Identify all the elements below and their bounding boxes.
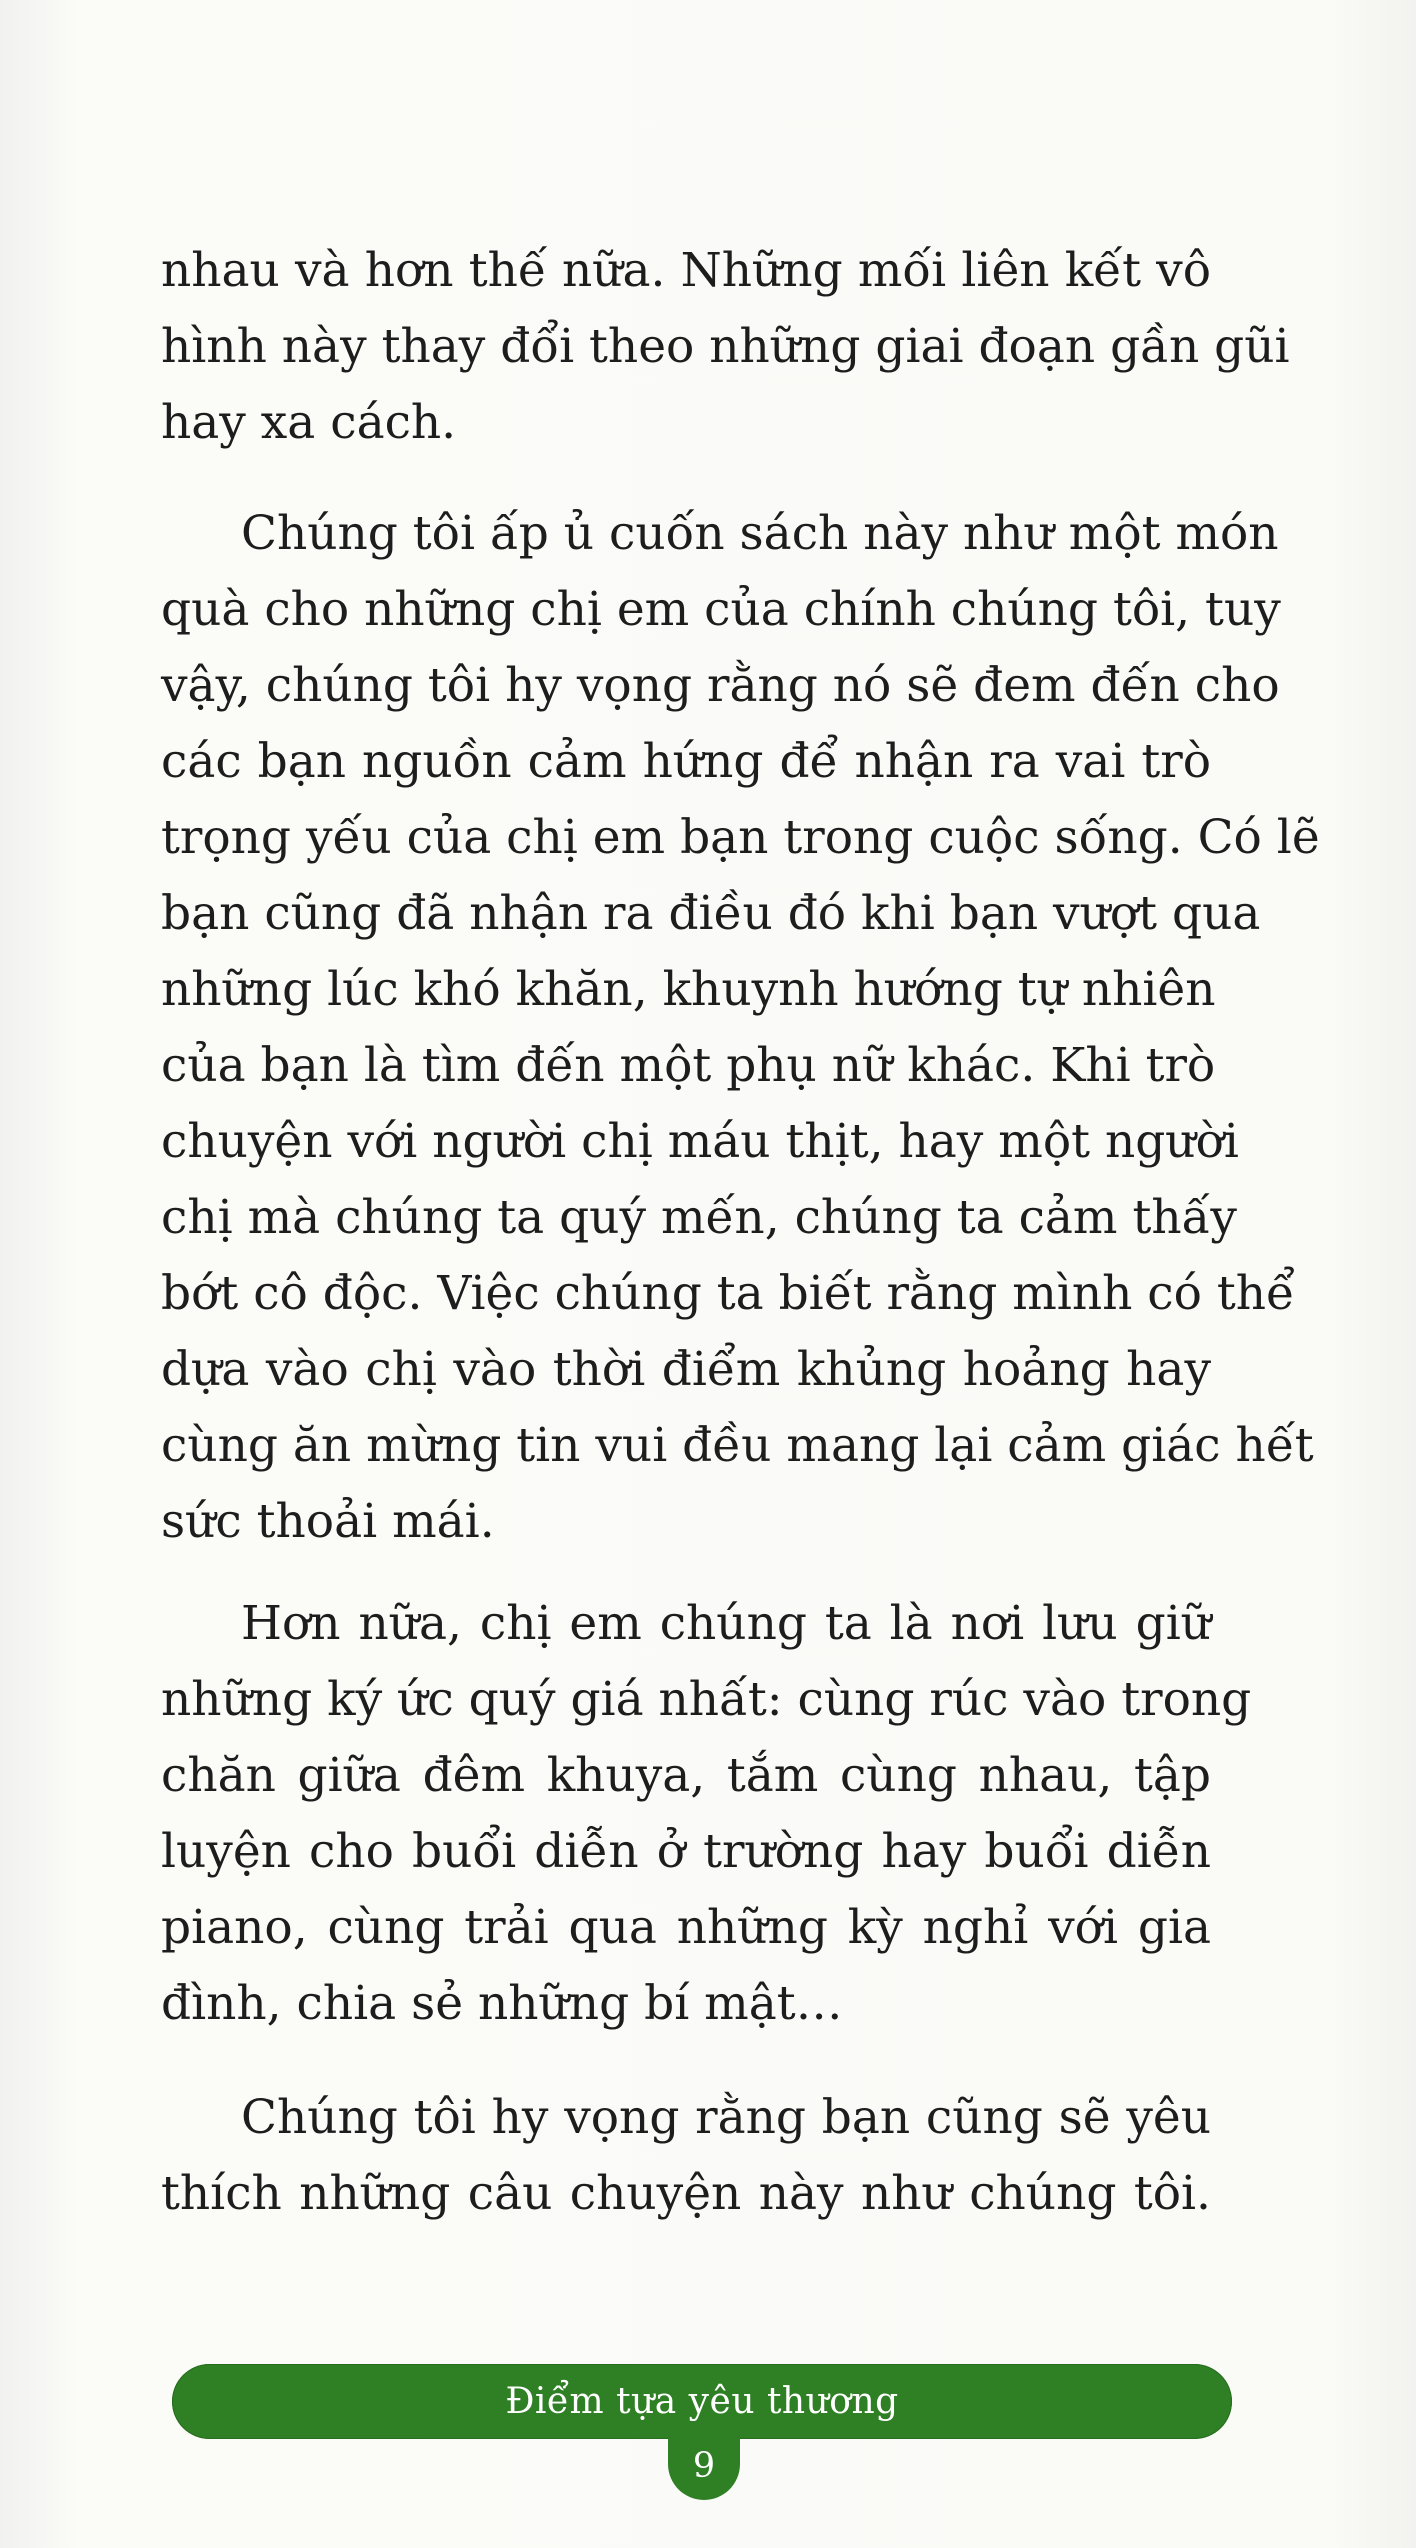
text-line: chuyện với người chị máu thịt, hay một người (161, 1114, 1239, 1169)
text-line: thích những câu chuyện này như chúng tôi. (161, 2166, 1211, 2221)
text-line: Chúng tôi ấp ủ cuốn sách này như một món (241, 506, 1279, 561)
paragraph-1 (161, 233, 1290, 461)
text-line: bạn cũng đã nhận ra điều đó khi bạn vượt qua (161, 886, 1261, 941)
text-line: Chúng tôi hy vọng rằng bạn cũng sẽ yêu (241, 2090, 1211, 2145)
text-line: các bạn nguồn cảm hứng để nhận ra vai trò (161, 734, 1211, 789)
text-line: sức thoải mái. (161, 1494, 495, 1549)
page-number-tab (668, 2432, 740, 2500)
text-line: hình này thay đổi theo những giai đoạn gần gũi (161, 319, 1290, 374)
text-line: chăn giữa đêm khuya, tắm cùng nhau, tập (161, 1748, 1211, 1803)
text-line: đình, chia sẻ những bí mật… (161, 1976, 843, 2031)
text-line: quà cho những chị em của chính chúng tôi, tuy (161, 582, 1281, 637)
footer-title-bar (172, 2364, 1232, 2439)
text-line: của bạn là tìm đến một phụ nữ khác. Khi trò (161, 1038, 1216, 1093)
text-line: chị mà chúng ta quý mến, chúng ta cảm thấy (161, 1190, 1237, 1245)
text-line: những lúc khó khăn, khuynh hướng tự nhiên (161, 962, 1216, 1017)
text-line: cùng ăn mừng tin vui đều mang lại cảm giác hết (161, 1418, 1314, 1473)
paragraph-3 (161, 1586, 1252, 2042)
footer-title: Điểm tựa yêu thương (505, 2381, 899, 2422)
text-line: hay xa cách. (161, 395, 457, 450)
text-line: nhau và hơn thế nữa. Những mối liên kết vô (161, 243, 1211, 298)
text-line: piano, cùng trải qua những kỳ nghỉ với gia (161, 1900, 1211, 1955)
text-line: bớt cô độc. Việc chúng ta biết rằng mình có thể (161, 1266, 1295, 1321)
text-line: vậy, chúng tôi hy vọng rằng nó sẽ đem đến cho (161, 658, 1280, 713)
text-line: dựa vào chị vào thời điểm khủng hoảng hay (161, 1342, 1211, 1397)
paragraph-2 (161, 496, 1320, 1560)
text-line: luyện cho buổi diễn ở trường hay buổi diễn (161, 1824, 1211, 1879)
paragraph-4 (161, 2080, 1211, 2232)
text-line: trọng yếu của chị em bạn trong cuộc sống. Có lẽ (161, 810, 1320, 865)
text-line: Hơn nữa, chị em chúng ta là nơi lưu giữ (241, 1596, 1211, 1651)
page-number: 9 (692, 2446, 716, 2486)
text-line: những ký ức quý giá nhất: cùng rúc vào trong (161, 1672, 1252, 1727)
